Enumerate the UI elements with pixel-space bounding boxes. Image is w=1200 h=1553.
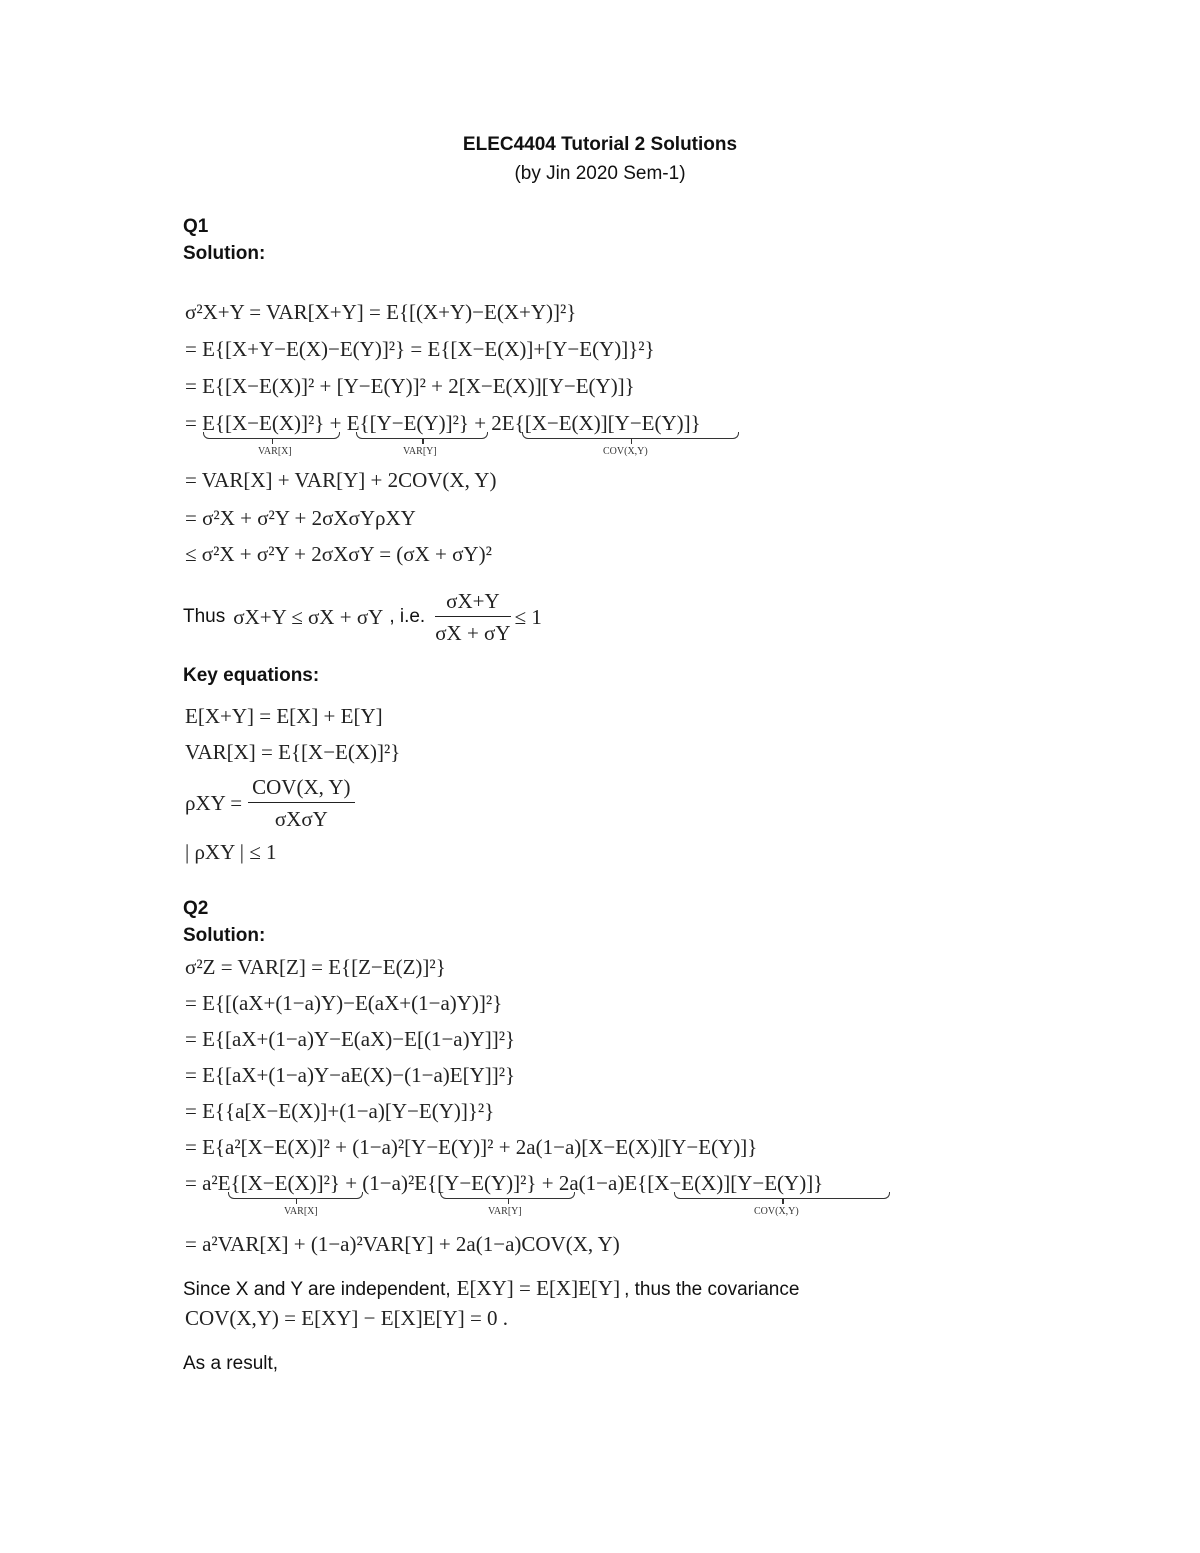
q2-since-line bbox=[183, 1276, 799, 1301]
q1-key-equations-heading: Key equations: bbox=[183, 665, 320, 686]
q1-thus-prefix: Thus bbox=[183, 606, 226, 627]
q2-underbrace-label-cov: COV(X,Y) bbox=[754, 1206, 799, 1217]
q2-eq-line-1: σ²Z = VAR[Z] = E{[Z−E(Z)]²} bbox=[185, 955, 446, 979]
q2-eq-line-4: = E{[aX+(1−a)Y−aE(X)−(1−a)E[Y]]²} bbox=[185, 1063, 516, 1087]
q2-eq-line-6: = E{a²[X−E(X)]² + (1−a)²[Y−E(Y)]² + 2a(1−a)[X−E(X)][Y−E(Y)]} bbox=[185, 1135, 758, 1159]
q1-eq-line-1: σ²X+Y = VAR[X+Y] = E{[(X+Y)−E(X+Y)]²} bbox=[185, 300, 577, 324]
q1-ratio-numerator: σX+Y bbox=[435, 589, 510, 617]
q1-ratio-denominator: σX + σY bbox=[435, 620, 511, 645]
q2-eq-line-7: = a²E{[X−E(X)]²} + (1−a)²E{[Y−E(Y)]²} + 2a(1−a)E{[X−E(X)][Y−E(Y)]} bbox=[185, 1171, 824, 1195]
q2-eq-line-3: = E{[aX+(1−a)Y−E(aX)−E[(1−a)Y]]²} bbox=[185, 1027, 516, 1051]
q1-rho-denominator: σXσY bbox=[274, 806, 328, 831]
q1-underbrace-vary bbox=[356, 432, 488, 439]
q1-underbrace-varx bbox=[203, 432, 340, 439]
q2-eq-line-8: = a²VAR[X] + (1−a)²VAR[Y] + 2a(1−a)COV(X, Y) bbox=[185, 1232, 620, 1256]
q1-eq-line-5: = VAR[X] + VAR[Y] + 2COV(X, Y) bbox=[185, 468, 497, 492]
q1-eq-line-4: = E{[X−E(X)]²} + E{[Y−E(Y)]²} + 2E{[X−E(X)][Y−E(Y)]} bbox=[185, 411, 701, 435]
q1-eq-line-7: ≤ σ²X + σ²Y + 2σXσY = (σX + σY)² bbox=[185, 542, 492, 566]
q2-since-text: Since X and Y are independent, bbox=[183, 1279, 451, 1300]
q1-underbrace-label-vary: VAR[Y] bbox=[403, 446, 437, 457]
q1-eq-line-3: = E{[X−E(X)]² + [Y−E(Y)]² + 2[X−E(X)][Y−E(Y)]} bbox=[185, 374, 635, 398]
q1-ratio-tail: ≤ 1 bbox=[514, 604, 542, 629]
q2-eq-line-5: = E{{a[X−E(X)]+(1−a)[Y−E(Y)]}²} bbox=[185, 1099, 495, 1123]
q2-since-tail: , thus the covariance bbox=[624, 1279, 800, 1300]
q1-ratio-fraction bbox=[435, 589, 510, 646]
q1-underbrace-label-cov: COV(X,Y) bbox=[603, 446, 648, 457]
q2-cov-expr: COV(X,Y) = E[XY] − E[X]E[Y] = 0 . bbox=[185, 1306, 509, 1330]
q2-underbrace-cov bbox=[674, 1192, 890, 1199]
q1-thus-line bbox=[183, 588, 542, 645]
q1-key-eq-2: VAR[X] = E{[X−E(X)]²} bbox=[185, 740, 401, 764]
q1-solution-label: Solution: bbox=[183, 243, 266, 264]
q1-ie-text: , i.e. bbox=[389, 606, 426, 627]
q2-underbrace-varx bbox=[228, 1192, 363, 1199]
q2-underbrace-label-vary: VAR[Y] bbox=[488, 1206, 522, 1217]
q1-eq-line-2: = E{[X+Y−E(X)−E(Y)]²} = E{[X−E(X)]+[Y−E(Y)]}²} bbox=[185, 337, 655, 361]
q1-key-eq-1: E[X+Y] = E[X] + E[Y] bbox=[185, 704, 383, 728]
q1-underbrace-label-varx: VAR[X] bbox=[258, 446, 292, 457]
q2-eq-line-2: = E{[(aX+(1−a)Y)−E(aX+(1−a)Y)]²} bbox=[185, 991, 503, 1015]
q1-key-eq-3: | ρXY | ≤ 1 bbox=[185, 840, 277, 864]
q1-rho-lhs: ρXY = bbox=[185, 790, 243, 815]
q1-underbrace-cov bbox=[522, 432, 739, 439]
q1-key-eq-rho bbox=[185, 775, 355, 831]
q1-eq-line-6: = σ²X + σ²Y + 2σXσYρXY bbox=[185, 506, 416, 530]
q2-underbrace-label-varx: VAR[X] bbox=[284, 1206, 318, 1217]
page-title: ELEC4404 Tutorial 2 Solutions bbox=[462, 134, 738, 155]
q2-solution-label: Solution: bbox=[183, 925, 266, 946]
q1-rho-fraction bbox=[248, 775, 354, 832]
q1-heading: Q1 bbox=[183, 216, 209, 237]
q2-underbrace-vary bbox=[440, 1192, 575, 1199]
page-subtitle: (by Jin 2020 Sem-1) bbox=[514, 163, 686, 184]
q1-rho-numerator: COV(X, Y) bbox=[248, 775, 354, 803]
q1-thus-expr: σX+Y ≤ σX + σY bbox=[233, 604, 384, 629]
q2-since-expr: E[XY] = E[X]E[Y] bbox=[456, 1276, 621, 1300]
q2-heading: Q2 bbox=[183, 898, 209, 919]
q2-result-text: As a result, bbox=[183, 1353, 279, 1374]
